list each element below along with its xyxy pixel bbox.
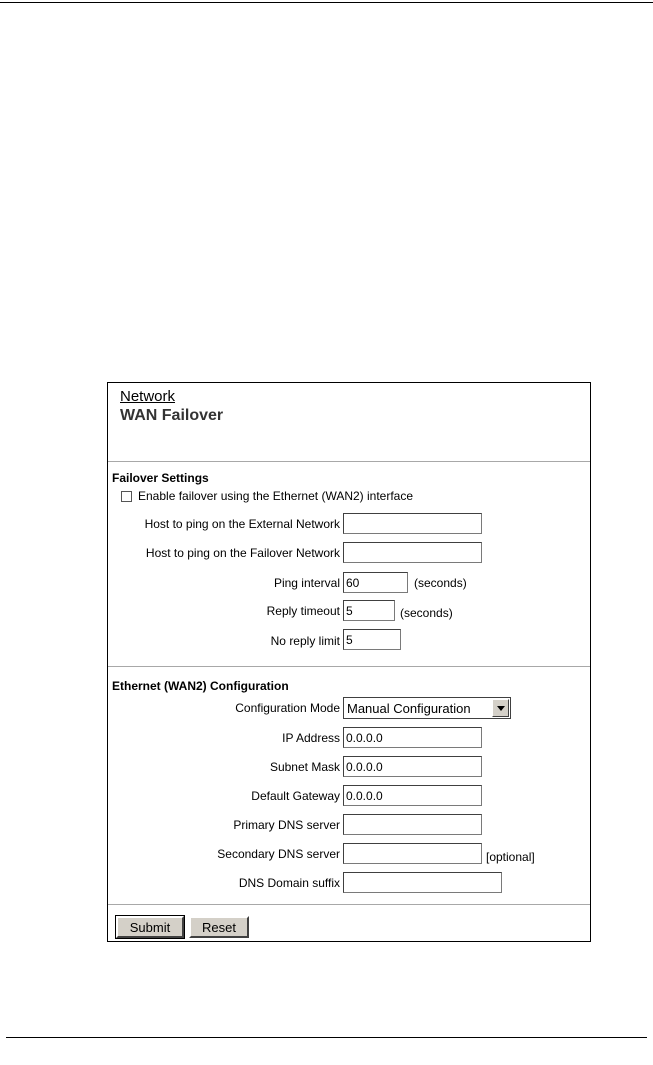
failover-settings-heading: Failover Settings [112,471,209,485]
bottom-rule [6,1037,647,1038]
reply-timeout-unit: (seconds) [400,606,453,620]
config-mode-label: Configuration Mode [235,701,340,715]
no-reply-limit-input[interactable] [343,629,401,650]
primary-dns-input[interactable] [343,814,482,835]
divider [108,461,590,462]
primary-dns-label: Primary DNS server [233,818,340,832]
optional-note: [optional] [486,850,535,864]
dns-suffix-input[interactable] [343,872,502,893]
wan-failover-panel [107,382,591,942]
no-reply-limit-label: No reply limit [270,634,340,648]
ethernet-config-heading: Ethernet (WAN2) Configuration [112,679,289,693]
page-title: WAN Failover [120,407,224,424]
secondary-dns-input[interactable] [343,843,482,864]
ping-interval-input[interactable] [343,572,408,593]
secondary-dns-label: Secondary DNS server [217,847,340,861]
host-failover-input[interactable] [343,542,482,563]
dropdown-arrow-icon[interactable] [492,699,509,717]
subnet-mask-label: Subnet Mask [269,760,340,774]
config-mode-value: Manual Configuration [347,701,471,716]
default-gateway-label: Default Gateway [251,789,340,803]
submit-button[interactable]: Submit [116,916,184,938]
top-rule [0,2,653,3]
ip-address-input[interactable] [343,727,482,748]
reply-timeout-label: Reply timeout [266,604,340,618]
reply-timeout-input[interactable] [343,600,395,621]
ping-interval-label: Ping interval [273,576,340,590]
reset-button[interactable]: Reset [189,916,249,938]
host-failover-label: Host to ping on the Failover Network [145,546,340,560]
ip-address-label: IP Address [282,731,340,745]
host-external-input[interactable] [343,513,482,534]
enable-failover-label: Enable failover using the Ethernet (WAN2) interface [138,489,414,503]
default-gateway-input[interactable] [343,785,482,806]
divider [108,666,590,667]
dns-suffix-label: DNS Domain suffix [238,876,340,890]
host-external-label: Host to ping on the External Network [144,517,340,531]
config-mode-select[interactable] [343,697,511,719]
enable-failover-checkbox[interactable] [121,491,132,502]
subnet-mask-input[interactable] [343,756,482,777]
ping-interval-unit: (seconds) [414,576,467,590]
divider [108,904,590,905]
breadcrumb-network[interactable]: Network [120,388,176,405]
